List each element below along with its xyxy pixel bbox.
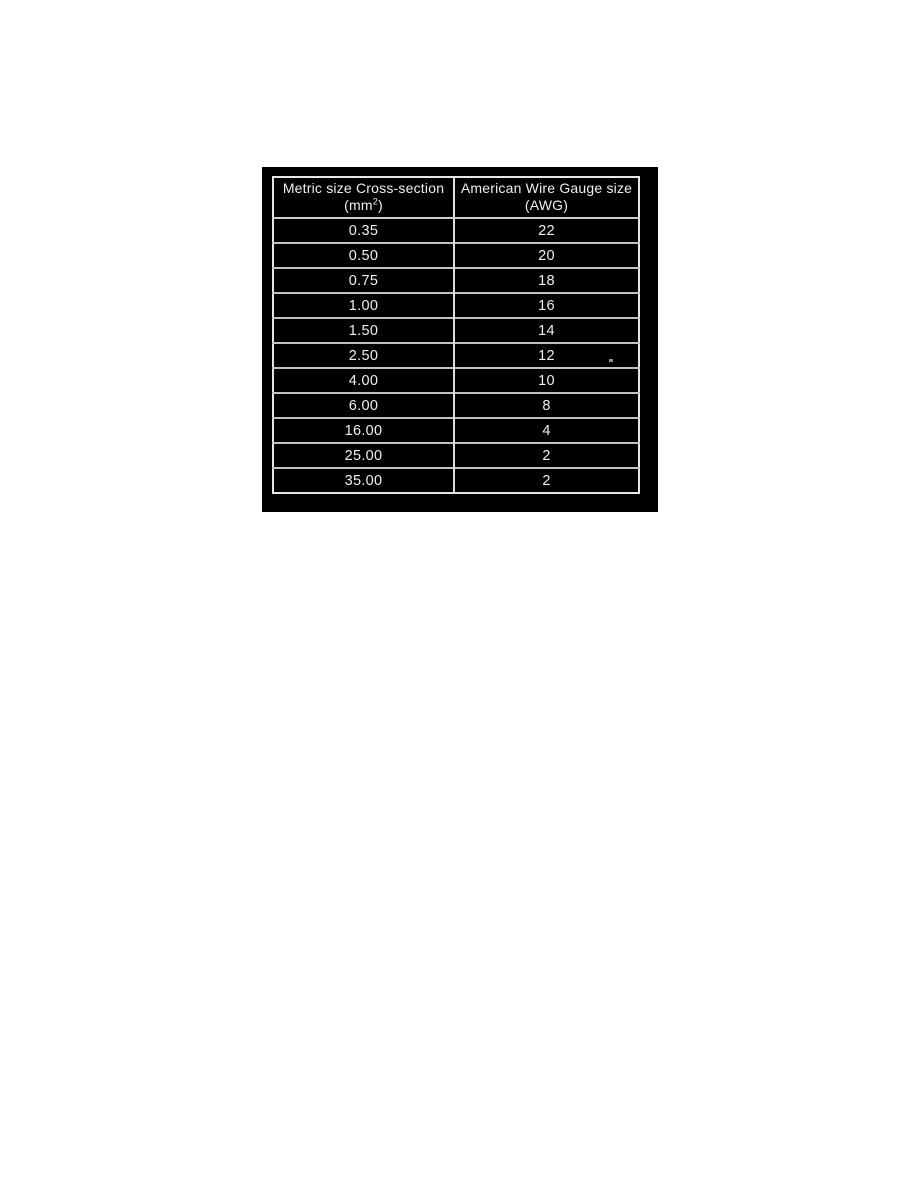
table-row bbox=[273, 418, 639, 443]
metric-unit-superscript: 2 bbox=[372, 196, 378, 207]
awg-cell: 10 bbox=[454, 368, 639, 393]
header-row bbox=[273, 177, 639, 218]
table-header bbox=[273, 177, 639, 218]
table-row bbox=[273, 318, 639, 343]
metric-cell: 4.00 bbox=[273, 368, 454, 393]
awg-cell: 2 bbox=[454, 468, 639, 493]
table-row bbox=[273, 268, 639, 293]
table-row bbox=[273, 443, 639, 468]
table-row bbox=[273, 343, 639, 368]
metric-cell: 16.00 bbox=[273, 418, 454, 443]
metric-cell: 25.00 bbox=[273, 443, 454, 468]
col-header-awg-title: American Wire Gauge size bbox=[460, 180, 633, 196]
metric-cell: 1.50 bbox=[273, 318, 454, 343]
col-header-metric bbox=[273, 177, 454, 218]
scanned-table-image bbox=[262, 167, 658, 512]
col-header-awg-unit: (AWG) bbox=[524, 197, 569, 213]
metric-cell: 0.75 bbox=[273, 268, 454, 293]
awg-cell: 18 bbox=[454, 268, 639, 293]
awg-cell: 20 bbox=[454, 243, 639, 268]
metric-cell: 35.00 bbox=[273, 468, 454, 493]
awg-cell: 16 bbox=[454, 293, 639, 318]
metric-cell: 0.50 bbox=[273, 243, 454, 268]
table-body bbox=[273, 218, 639, 493]
awg-cell: 8 bbox=[454, 393, 639, 418]
table-row bbox=[273, 293, 639, 318]
metric-cell: 0.35 bbox=[348, 222, 379, 239]
awg-cell: 14 bbox=[454, 318, 639, 343]
col-header-metric-title: Metric size Cross-section bbox=[282, 180, 445, 196]
scan-speckle-artifact bbox=[609, 359, 613, 362]
wire-size-conversion-table bbox=[272, 176, 640, 494]
metric-cell: 6.00 bbox=[273, 393, 454, 418]
awg-cell: 4 bbox=[454, 418, 639, 443]
col-header-metric-unit: $(mm^2)$ bbox=[344, 196, 383, 213]
table-row bbox=[273, 218, 639, 243]
awg-cell: 22 bbox=[454, 218, 639, 243]
table-row bbox=[273, 368, 639, 393]
table-row bbox=[273, 393, 639, 418]
table-row bbox=[273, 468, 639, 493]
col-header-awg bbox=[454, 177, 639, 218]
metric-cell: 1.00 bbox=[273, 293, 454, 318]
awg-cell: 2 bbox=[454, 443, 639, 468]
table-row bbox=[273, 243, 639, 268]
awg-cell: 12 bbox=[454, 343, 639, 368]
metric-cell: 2.50 bbox=[273, 343, 454, 368]
